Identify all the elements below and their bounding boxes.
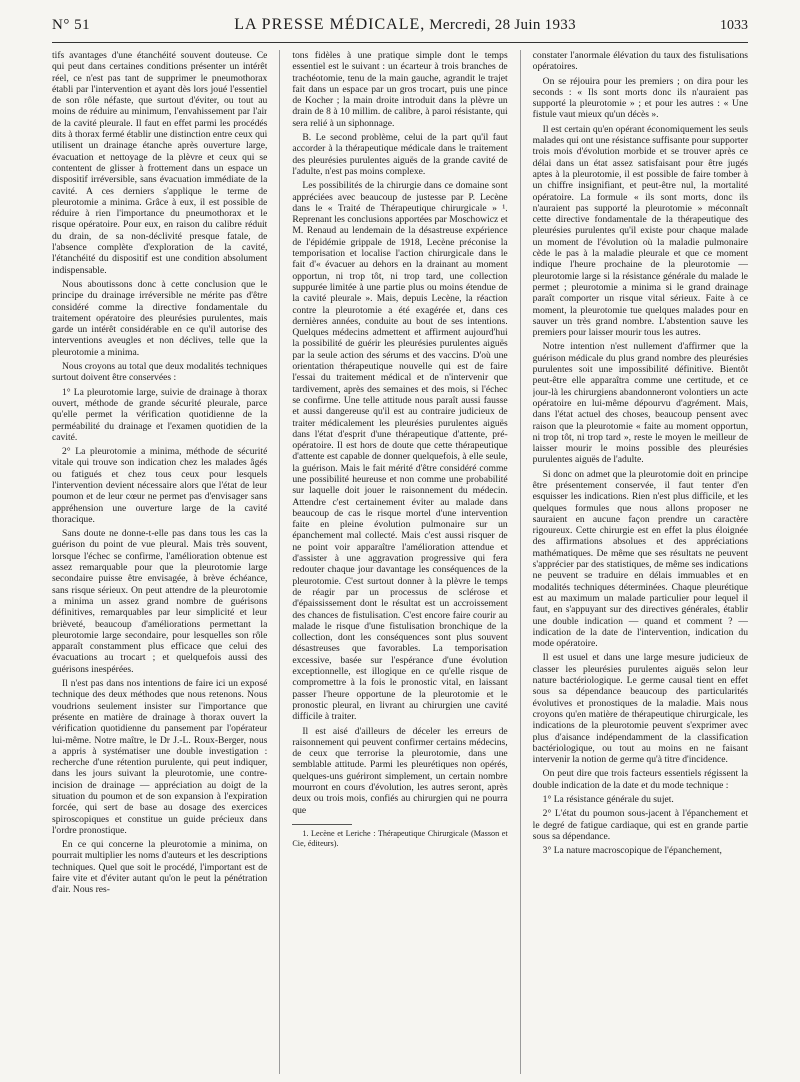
paragraph: On peut dire que trois facteurs essentiels régissent la double indication de la date et du mode technique :: [532, 768, 749, 791]
paragraph: Nous aboutissons donc à cette conclusion que le principe du drainage irréversible ne mérite pas d'être considéré comme la directive fondamentale du traitement opératoire des pleurésies purulentes, mais garde un intérêt considérable en ce qu'il autorise des interventions aveugles et non déclives, telle que la pleurotomie a minima.: [52, 278, 268, 358]
text-column-3: [533, 50, 748, 1074]
paragraph: Sans doute ne donne-t-elle pas dans tous les cas la guérison du point de vue pleural. Mais très souvent, lorsque l'échec se confirme, l'amélioration obtenue est assez remarquable pour que la pleurotomie large secondaire puisse être envisagée, à brève échéance, sans risque sérieux. On peut attendre de la pleurotomie a minima un assez grand nombre de guérisons définitives, remarquables par leur simplicité et leur brièveté, beaucoup d'améliorations permettant la pleurotomie large secondaire, pour lesquelles son rôle apparaît constamment plus efficace que celui des évacuations au trocart ; et quelquefois aussi des guérisons inespérées.: [52, 528, 268, 675]
paragraph: 2° La pleurotomie a minima, méthode de sécurité vitale qui trouve son indication chez les malades âgés ou fatigués et chez tous ceux pour lesquels l'intervention devient nécessaire alors que l'état de leur poumon et de leur cœur ne permet pas d'envisager sans appréhension une ouverture large de la cavité thoracique.: [52, 446, 268, 525]
paragraph: Il est aisé d'ailleurs de déceler les erreurs de raisonnement qui peuvent confirmer certains médecins, de ceux que terrorise la pleurotomie, dans une semblable attitude. Parmi les pleurétiques non opérés, quelques-uns guériront simplement, un certain nombre mourront en cours d'évolution, les autres seront, après deux ou trois mois, confiés au chirurgien qui ne pourra que: [292, 725, 508, 816]
paragraph: 1° La pleurotomie large, suivie de drainage à thorax ouvert, méthode de grande sécurité pleurale, parce qu'elle permet la vérification quotidienne de la perméabilité du drainage et l'examen quotidien de la cavité.: [52, 386, 268, 443]
column-divider: [279, 50, 280, 1074]
paragraph: Nous croyons au total que deux modalités techniques surtout doivent être conservées :: [52, 361, 268, 384]
paragraph: Il est certain qu'en opérant économiquement les seuls malades qui ont une résistance suffisante pour supporter trois mois d'évolution morbide et se trouver après ce délai dans un état assez satisfaisant pour être jugés aptes à la pleurotomie, il est possible de faire tomber à un chiffre insignifiant, et peut-être nul, la mortalité opératoire. La formule « ils sont morts, donc ils n'auraient pas supporté la pleurotomie » méconnaît cette directive fondamentale de la thérapeutique des pleurésies purulentes qu'il existe pour chaque malade un moment de l'évolution où la maladie pulmonaire cède le pas à la maladie pleurale et que ce moment indique l'heure prochaine de la pleurotomie — pleurotomie large si la résistance générale du malade le permet ; pleurotomie a minima si le grand drainage paraît comporter un risque vital sérieux. Faite à ce moment, la pleurotomie tue quelques malades pour en sauver un très grand nombre. L'abstention sauve les premiers pour laisser mourir tous les autres.: [532, 123, 749, 339]
paragraph: B. Le second problème, celui de la part qu'il faut accorder à la thérapeutique médicale dans le traitement des pleurésies purulentes aiguës de la grande cavité de l'adulte, n'est pas moins complexe.: [292, 132, 508, 177]
issue-number: N° 51: [52, 17, 91, 33]
issue-date: Mercredi, 28 Juin 1933: [429, 17, 576, 33]
text-column-1: [52, 50, 267, 1074]
page-number: 1033: [720, 18, 748, 33]
paragraph: On se réjouira pour les premiers ; on dira pour les seconds : « Ils sont morts donc ils n'auraient pas supporté la pleurotomie » ; et pour les autres : « Une fistule vaut mieux qu'un décès ».: [532, 75, 749, 121]
text-column-2: [292, 50, 507, 1074]
paragraph: Il n'est pas dans nos intentions de faire ici un exposé technique des deux méthodes que nous retenons. Nous voudrions seulement insister sur l'importance que présente en matière de drainage à thorax ouvert la vérification quotidienne du pansement par l'opérateur lui-même. Notre maître, le Dr J.-L. Roux-Berger, nous a appris à systématiser une double investigation : recherche d'une rétention purulente, qui peut indiquer, dans les jours suivant la pleurotomie, une contre-incision de drainage — appréciation au doigt de la situation du poumon et de son expansion à l'expiration forcée, qui sert de base au dosage des exercices spiroscopiques et constitue un guide précieux dans l'ordre pronostique.: [52, 678, 268, 836]
paragraph: 2° L'état du poumon sous-jacent à l'épanchement et le degré de fatigue cardiaque, qui est en grande partie sous sa dépendance.: [532, 808, 749, 842]
journal-name: LA PRESSE MÉDICALE,: [234, 16, 426, 33]
paragraph: En ce qui concerne la pleurotomie a minima, on pourrait multiplier les noms d'auteurs et les descriptions techniques. Quel que soit le procédé, l'important est de faire vite et d'éviter autant qu'on le peut la pénétration d'air. Nous res-: [52, 839, 268, 896]
paragraph: Il est usuel et dans une large mesure judicieux de classer les pleurésies purulentes aiguës selon leur nature bactériologique. Le germe causal tient en effet sous sa dépendance beaucoup des particularités évolutives et pronostiques de la maladie. Mais nous croyons qu'en matière de thérapeutique chirurgicale, les indications de la pleurotomie peuvent s'exprimer avec plus d'aisance indépendamment de la classification bactériologique, ou tout au moins en ne faisant intervenir la notion de germe qu'à titre d'incidence.: [532, 652, 749, 766]
column-divider: [520, 50, 521, 1074]
paragraph: 1° La résistance générale du sujet.: [542, 794, 674, 805]
page-header: [52, 16, 748, 43]
journal-title-line: [234, 16, 576, 34]
paragraph: tifs avantages d'une étanchéité souvent douteuse. Ce qui peut dans certaines conditions présenter un intérêt réel, ce n'est pas tant de supprimer le pneumothorax établi par l'intervention et ayant dès lors joué l'essentiel de son rôle néfaste, que surtout d'éviter, ou tout au moins de réduire au minimum, l'envahissement par l'air de la cavité pleurale. Il faut en effet parmi les procédés dits à thorax fermé établir une distinction entre ceux qui utilisent un drainage étanche après ouverture large, évacuation et nettoyage de la plèvre et ceux qui se contentent de glisser à frottement dans un espace un dispositif irréversible, sans évacuation immédiate de la cavité. A ces derniers s'applique le terme de pleurotomie a minima. Grâce à eux, il est possible de réduire à rien l'importance du pneumothorax et le risque opératoire. Pour eux, en raison du calibre réduit du drain, de sa non-déclivité presque fatale, de l'absence complète d'exploration de la cavité, l'étanchéité du dispositif est une condition absolument indispensable.: [52, 50, 268, 276]
footnote: 1. Lecène et Leriche : Thérapeutique Chirurgicale (Masson et Cie, éditeurs).: [292, 828, 508, 848]
footnote-rule: [292, 824, 352, 825]
paragraph: Notre intention n'est nullement d'affirmer que la guérison médicale du plus grand nombre des pleurésies purulentes soit une impossibilité définitive. Bientôt peut-être elle apparaîtra comme une certitude, et ce jour-là les chirurgiens abandonneront volontiers un acte opératoire en lui-même dépourvu d'agrément. Mais, dans l'état actuel des choses, beaucoup pensent avec raison que la pleurotomie « faite au moment opportun, ni trop tôt, ni trop tard », reste le moyen le meilleur de laisser mourir le moins possible des pleurésies purulentes aiguës de l'adulte.: [532, 341, 749, 466]
article-columns: [52, 50, 748, 1074]
paragraph: Les possibilités de la chirurgie dans ce domaine sont appréciées avec beaucoup de justesse par P. Lecène dans le « Traité de Thérapeutique chirurgicale » ¹. Reprenant les conclusions apportées par Moschowicz et M. Renaud au lendemain de la désastreuse expérience de l'épidémie grippale de 1918, Lecène préconise la temporisation et localise l'action chirurgicale dans le fait d'« évacuer au dehors en la drainant au moment opportun, ni trop tôt, ni trop tard, une collection suppurée limitée à une partie plus ou moins étendue de la cavité pleurale ». Mais, depuis Lecène, la réaction contre la pleurotomie a été exagérée et, dans ces dernières années, conduite au bout de ses intentions. Quelques médecins admettent et affirment aujourd'hui la possibilité de guérir les pleurésies purulentes aiguës par la seule action des sérums et des vaccins. D'où une orientation thérapeutique nouvelle qui est de faire l'essai du traitement médical et de n'intervenir que tardivement, après des semaines et des mois, si l'échec se confirme. Une telle attitude nous paraît aussi fausse et aussi dangereuse qu'il est au contraire judicieux de traiter médicalement les pleurésies purulentes aiguës dans l'état d'esprit d'une thérapeutique d'attente, pré-opératoire. Il est hors de doute que cette thérapeutique d'attente est capable de donner quelquefois, à elle seule, la guérison. Mais le fait mérité d'être considéré comme une possibilité heureuse et non comme une probabilité sur laquelle doit jouer le raisonnement du médecin. Attendre c'est certainement éviter au malade dans beaucoup de cas le risque mortel d'une intervention faite en pleine évolution pulmonaire sur un épanchement mal collecté. Mais c'est aussi risquer de ne point voir apparaître l'amélioration attendue et d'assister à une aggravation progressive qui fera redouter chaque jour davantage les conséquences de la pleurotomie. C'est surtout donner à la plèvre le temps de réagir par un processus de sclérose et d'épaississement dont le résultat est un accroissement des chances de fistulisation. C'est encore faire courir au malade le risque d'une fistulisation bronchique de la collection, dont les conséquences sont plus souvent désastreuses que favorables. La temporisation excessive, basée sur l'espérance d'une évolution exceptionnelle, est illogique en ce qu'elle risque de compromettre à la fois le pronostic vital, en laissant passer l'heure opportune de la pleurotomie et le pronostic pleural, en livrant au chirurgien une cavité difficile à traiter.: [292, 180, 508, 723]
paragraph: 3° La nature macroscopique de l'épanchement,: [542, 845, 722, 857]
paragraph: constater l'anormale élévation du taux des fistulisations opératoires.: [532, 50, 749, 73]
paragraph: Si donc on admet que la pleurotomie doit en principe être présentement conservée, il faut tenter d'en esquisser les indications. Rien n'est plus difficile, et les quelques formules que nous allons proposer ne sauraient en aucune façon prendre un caractère rigoureux. Cette chirurgie est en effet la plus éloignée des affirmations absolues et des appréciations mathématiques. De même que ses résultats ne peuvent s'apprécier par des statistiques, de même ses indications ne peuvent se traduire en délais immuables et en modalités techniques déterminées. Chaque pleurétique est au maximum un malade particulier pour lequel il faut, en s'appuyant sur des directives générales, établir une double indication — quand et comment ? — indication de la date de l'intervention, indication du mode opératoire.: [532, 468, 749, 650]
paragraph: tons fidèles à une pratique simple dont le temps essentiel est le suivant : un écarteur à trois branches de trachéotomie, tenu de la main gauche, agrandit le trajet fait dans un espace par un gros trocart, puis une pince de Kocher ; la main droite introduit dans la plèvre un drain de 8 à 10 millim. de calibre, à paroi résistante, qui sera relié à un siphonnage.: [292, 50, 508, 129]
